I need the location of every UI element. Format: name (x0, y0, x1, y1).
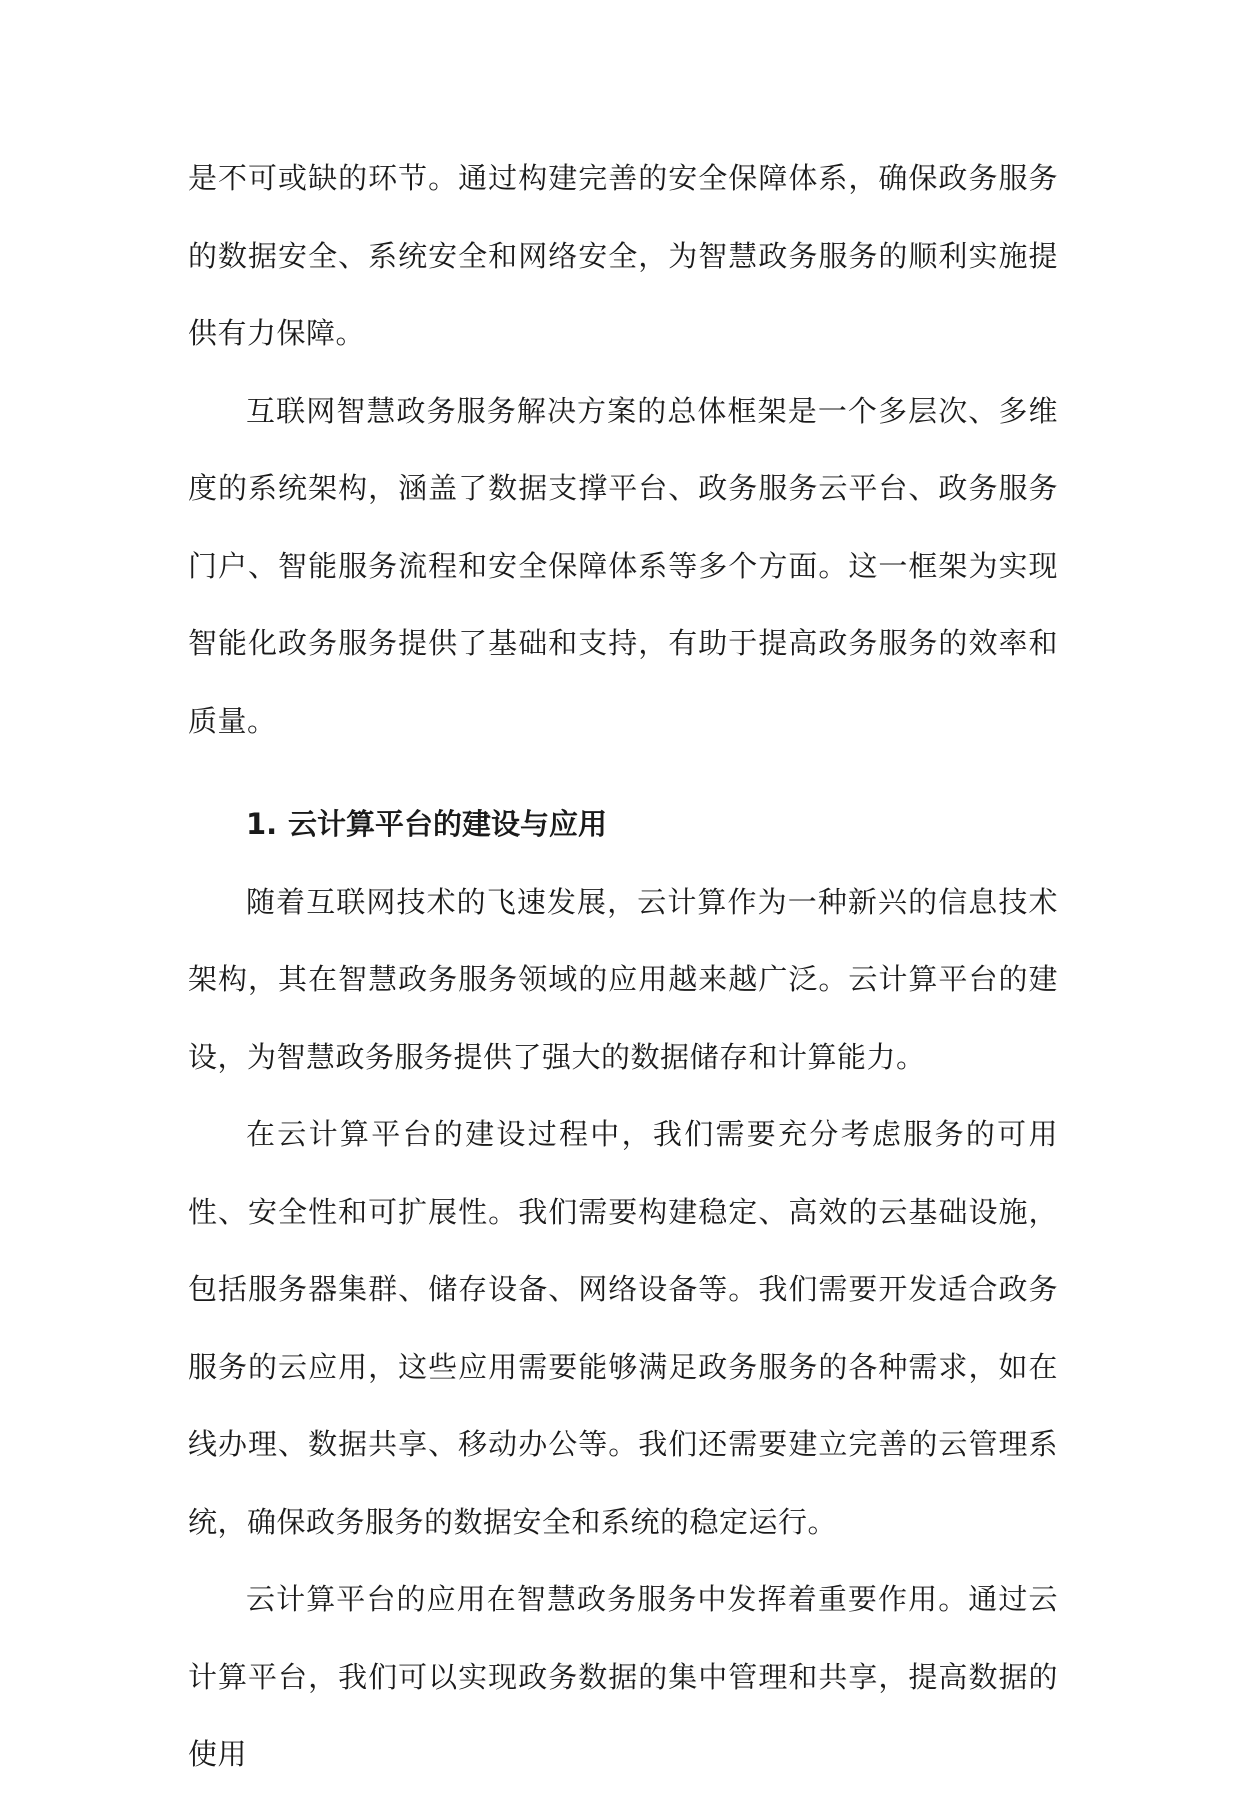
paragraph-cloud-intro: 随着互联网技术的飞速发展，云计算作为一种新兴的信息技术架构，其在智慧政务服务领域的应用越来越广泛。云计算平台的建设，为智慧政务服务提供了强大的数据储存和计算能力。 (188, 884, 1058, 1074)
section-number: 1. (246, 807, 278, 841)
section-heading (188, 786, 1058, 864)
paragraph-cloud-construction: 在云计算平台的建设过程中，我们需要充分考虑服务的可用性、安全性和可扩展性。我们需要构建稳定、高效的云基础设施，包括服务器集群、储存设备、网络设备等。我们需要开发适合政务服务的云应用，这些应用需要能够满足政务服务的各种需求，如在线办理、数据共享、移动办公等。我们还需要建立完善的云管理系统，确保政务服务的数据安全和系统的稳定运行。 (188, 1117, 1058, 1539)
section-title: 云计算平台的建设与应用 (288, 807, 608, 841)
paragraph-framework-summary: 互联网智慧政务服务解决方案的总体框架是一个多层次、多维度的系统架构，涵盖了数据支撑平台、政务服务云平台、政务服务门户、智能服务流程和安全保障体系等多个方面。这一框架为实现智能化政务服务提供了基础和支持，有助于提高政务服务的效率和质量。 (188, 393, 1058, 738)
paragraph-continued: 是不可或缺的环节。通过构建完善的安全保障体系，确保政务服务的数据安全、系统安全和网络安全，为智慧政务服务的顺利实施提供有力保障。 (188, 161, 1058, 350)
document-body (188, 140, 1058, 1794)
paragraph-cloud-application: 云计算平台的应用在智慧政务服务中发挥着重要作用。通过云计算平台，我们可以实现政务数据的集中管理和共享，提高数据的使用 (188, 1582, 1058, 1771)
